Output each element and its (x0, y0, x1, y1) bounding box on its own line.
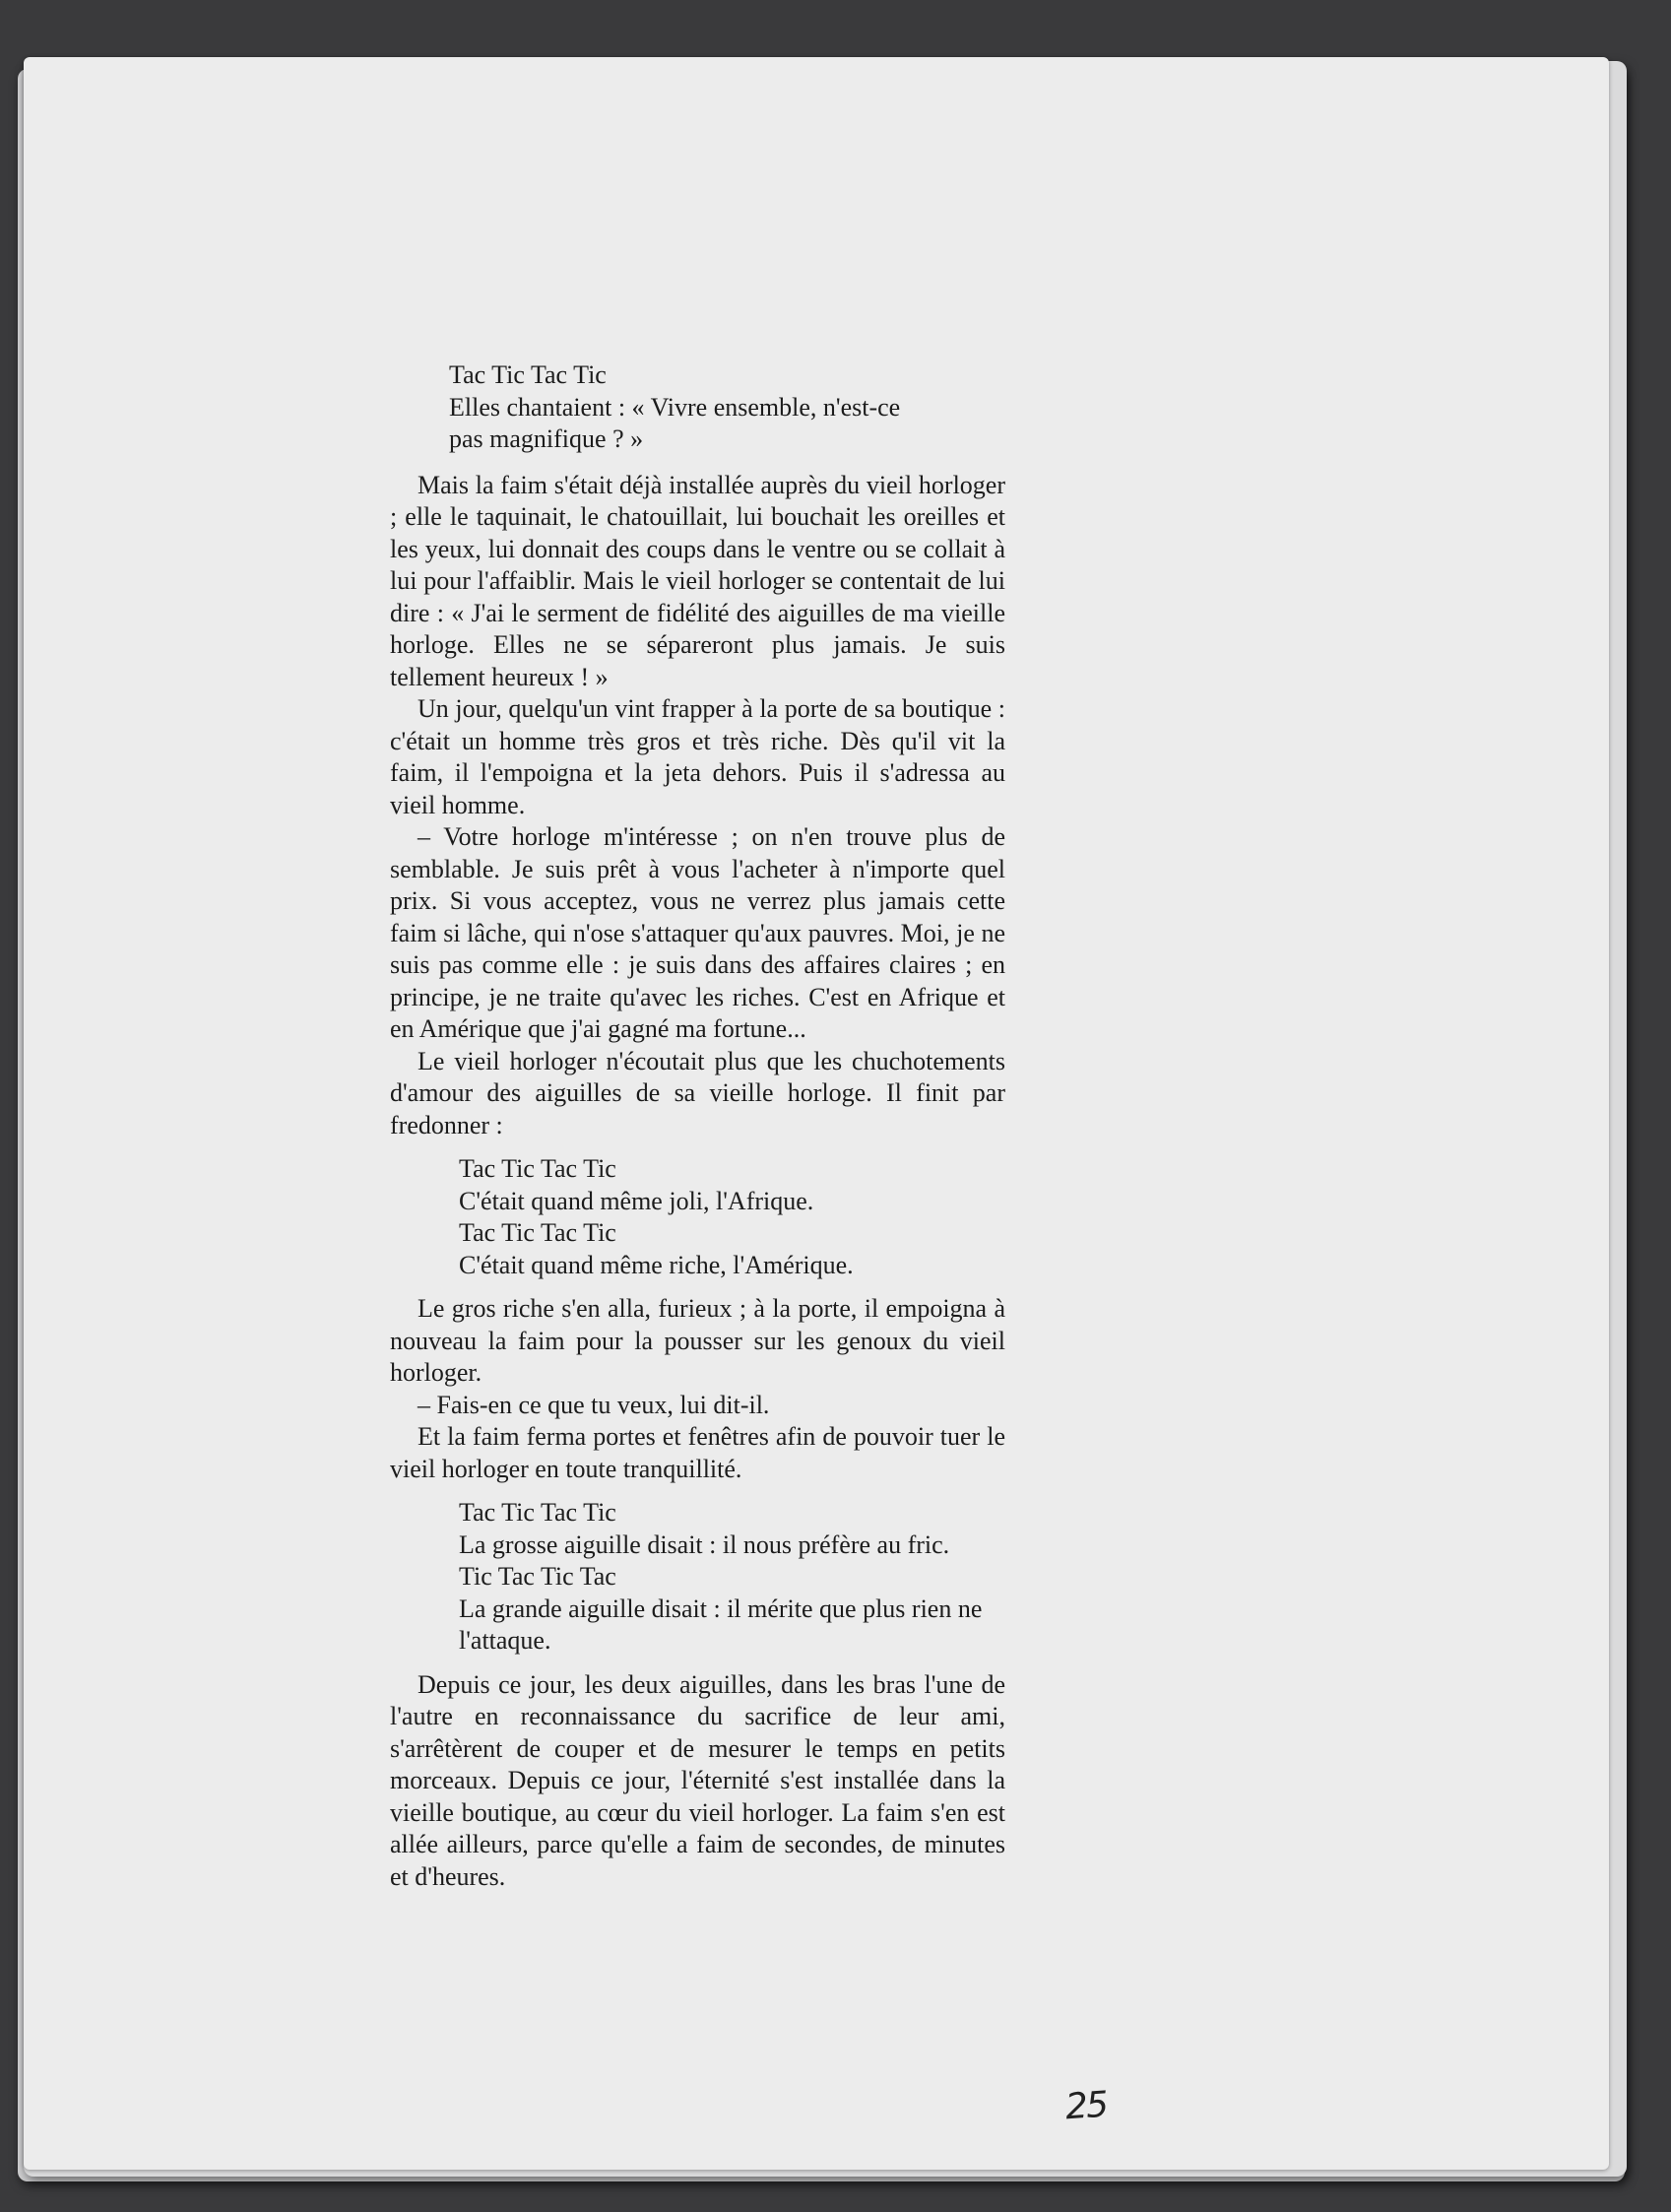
paragraph: Un jour, quelqu'un vint frapper à la porte de sa boutique : c'était un homme très gros et très riche. Dès qu'il vit la faim, il l'empoigna et la jeta dehors. Puis il s'adressa au vieil homme. (390, 694, 1005, 819)
paragraph: Et la faim ferma portes et fenêtres afin de pouvoir tuer le vieil horloger en toute tranquillité. (390, 1422, 1005, 1483)
verse-line: Tac Tic Tac Tic (449, 360, 607, 389)
verse-line: Tac Tic Tac Tic (459, 1498, 616, 1527)
book-page (24, 57, 1609, 2170)
verse-3 (459, 1497, 1005, 1658)
paragraph: Le gros riche s'en alla, furieux ; à la porte, il empoigna à nouveau la faim pour la pousser sur les genoux du vieil horloger. (390, 1294, 1005, 1387)
paragraph: – Votre horloge m'intéresse ; on n'en trouve plus de semblable. Je suis prêt à vous l'acheter à n'importe quel prix. Si vous acceptez, vous ne verrez plus jamais cette faim si lâche, qui n'ose s'attaquer qu'aux pauvres. Moi, je ne suis pas comme elle : je suis dans des affaires claires ; en principe, je ne traite qu'avec les riches. C'est en Afrique et en Amérique que j'ai gagné ma fortune... (390, 822, 1005, 1043)
paragraph: Le vieil horloger n'écoutait plus que les chuchotements d'amour des aiguilles de sa vieille horloge. Il finit par fredonner : (390, 1046, 1005, 1139)
verse-line: La grande aiguille disait : il mérite que plus rien ne l'attaque. (459, 1594, 983, 1655)
paragraph: Depuis ce jour, les deux aiguilles, dans les bras l'une de l'autre en reconnaissance du sacrifice de leur ami, s'arrêtèrent de couper et de mesurer le temps en petits morceaux. Depuis ce jour, l'éternité s'est installée dans la vieille boutique, au cœur du vieil horloger. La faim s'en est allée ailleurs, parce qu'elle a faim de secondes, de minutes et d'heures. (390, 1669, 1005, 1891)
verse-line: Tac Tic Tac Tic (459, 1154, 616, 1183)
verse-line: Elles chantaient : « Vivre ensemble, n'est-ce (449, 392, 901, 422)
verse-line: Tic Tac Tic Tac (459, 1562, 616, 1591)
verse-line: C'était quand même joli, l'Afrique. (459, 1186, 814, 1215)
handwritten-page-number: 25 (1063, 2084, 1109, 2128)
verse-1 (449, 359, 1005, 456)
paragraph: Mais la faim s'était déjà installée auprès du vieil horloger ; elle le taquinait, le chatouillait, lui bouchait les oreilles et les yeux, lui donnait des coups dans le ventre ou se collait à lui pour l'affaiblir. Mais le vieil horloger se contentait de lui dire : « J'ai le serment de fidélité des aiguilles de ma vieille horloge. Elles ne se sépareront plus jamais. Je suis tellement heureux ! » (390, 470, 1005, 691)
verse-2 (459, 1153, 1005, 1281)
verse-line: La grosse aiguille disait : il nous préfère au fric. (459, 1529, 950, 1559)
page-text (390, 359, 1005, 1893)
paragraph: – Fais-en ce que tu veux, lui dit-il. (418, 1390, 770, 1419)
verse-line: C'était quand même riche, l'Amérique. (459, 1250, 854, 1279)
verse-line: Tac Tic Tac Tic (459, 1218, 616, 1247)
verse-line: pas magnifique ? » (449, 424, 644, 453)
